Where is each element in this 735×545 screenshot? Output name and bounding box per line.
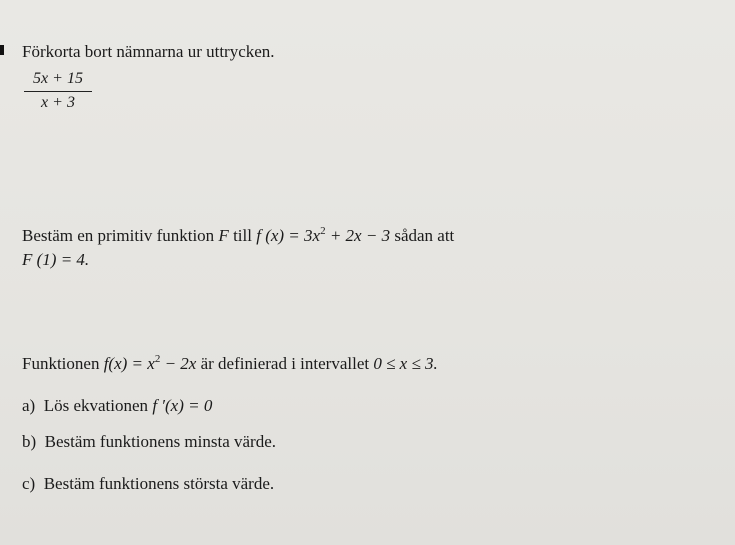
fraction-numerator: 5x + 15 — [33, 70, 83, 87]
q2-function-rest: + 2x − 3 — [325, 226, 391, 245]
q3-b-label: b) — [22, 432, 37, 451]
q3-text-mid: är definierad i intervallet — [196, 354, 374, 373]
q1-fraction — [22, 70, 94, 112]
fraction-denominator: x + 3 — [41, 94, 75, 112]
q2-statement — [22, 226, 454, 248]
q3-interval: 0 ≤ x ≤ 3. — [373, 354, 438, 373]
q3-part-c — [22, 474, 274, 494]
q2-exponent: 2 — [320, 225, 326, 237]
q3-function-rest: − 2x — [160, 354, 197, 373]
q3-c-text: Bestäm funktionens största värde. — [43, 474, 275, 493]
q3-exponent: 2 — [154, 353, 161, 365]
q1-instruction: Förkorta bort nämnarna ur uttrycken. — [22, 42, 275, 61]
q3-text-before: Funktionen — [22, 354, 104, 373]
q2-text-before: Bestäm en primitiv funktion — [22, 226, 219, 245]
q3-statement — [22, 354, 438, 376]
q2-text-after: sådan att — [390, 226, 455, 245]
q3-function: f(x) = x — [103, 354, 155, 373]
q3-c-label: c) — [22, 474, 36, 493]
q2-F-variable: F — [218, 226, 229, 245]
q2-function: f (x) = 3x — [256, 226, 321, 245]
q3-part-a — [22, 396, 212, 416]
q3-b-text: Bestäm funktionens minsta värde. — [44, 432, 277, 451]
q3-part-b — [22, 432, 276, 452]
bullet-marker — [0, 45, 4, 55]
q3-a-label: a) — [22, 396, 36, 415]
q2-condition: F (1) = 4. — [22, 250, 90, 269]
q3-a-math: f ′(x) = 0 — [152, 396, 213, 415]
q2-text-mid: till — [228, 226, 257, 245]
q3-a-text: Lös ekvationen — [43, 396, 153, 415]
